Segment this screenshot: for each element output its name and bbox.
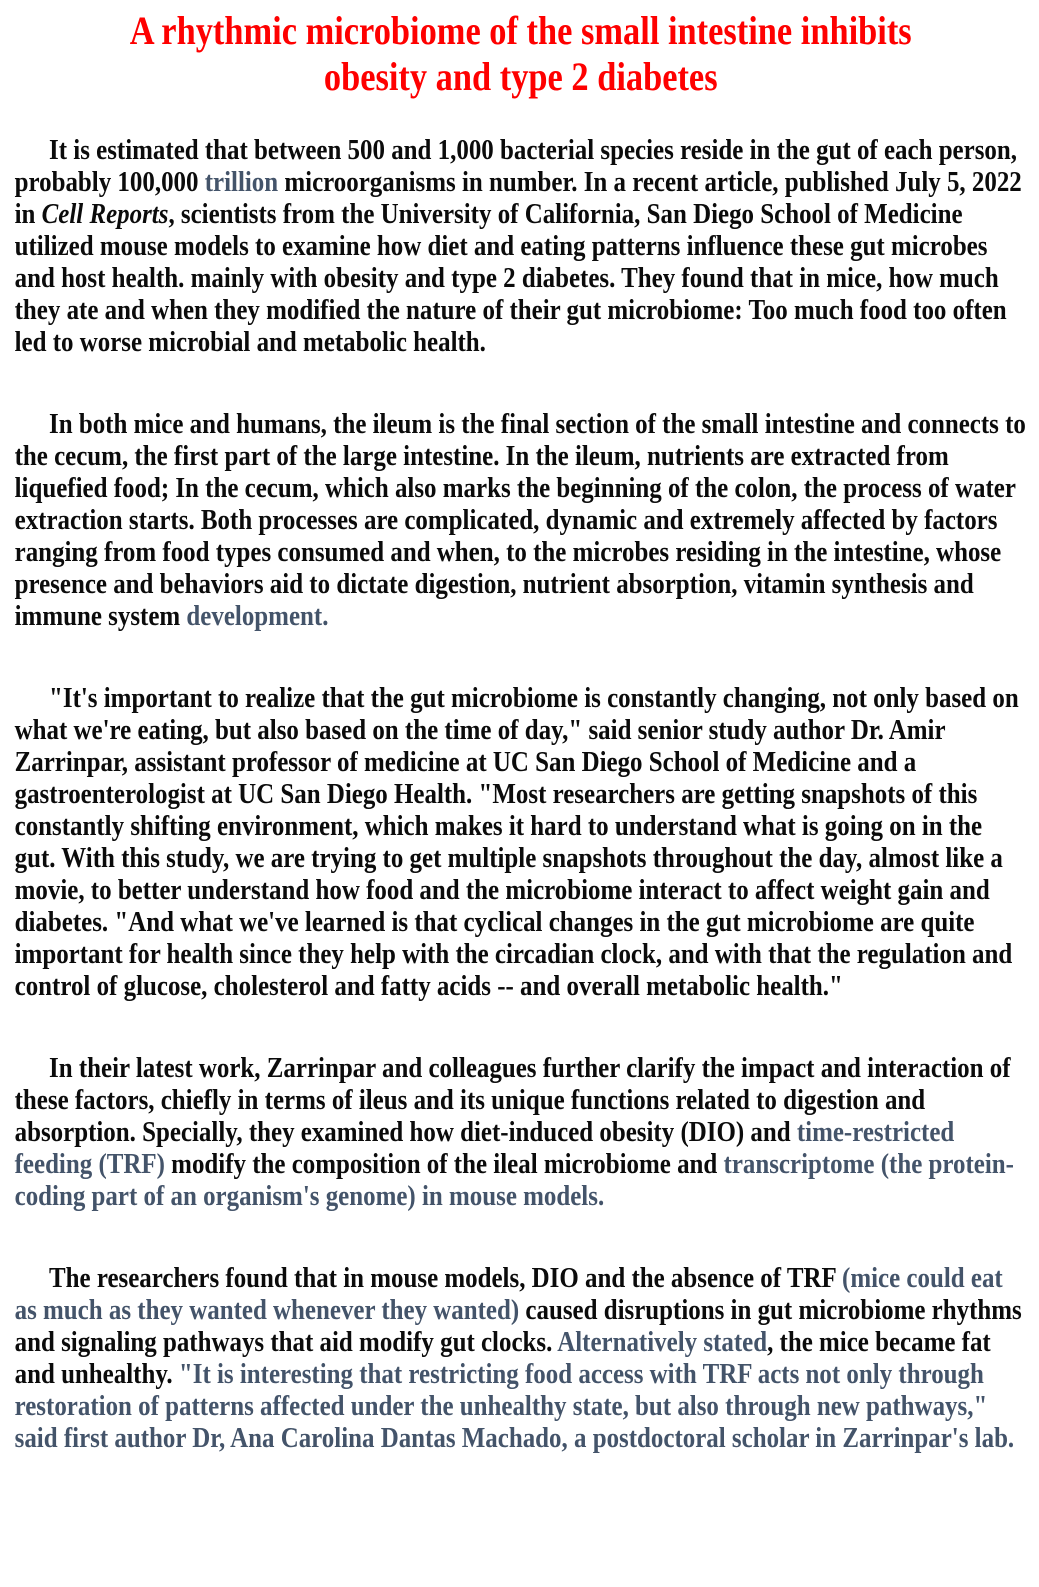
- text-run: The researchers found that in mouse models, DIO and the absence of TRF: [49, 1262, 843, 1294]
- text-run-gray: development.: [186, 600, 329, 632]
- text-run-gray: Alternatively stated: [557, 1326, 768, 1358]
- text-run: It is estimated that between 500 and 1,000 bacterial species reside in the gut of each person, probably 100,000: [14, 134, 1017, 198]
- text-run-gray: "It is interesting that restricting food access with TRF acts not only through restoration of patterns affected under the unhealthy state, but also through new pathways," said first author Dr, Ana Carolina Dantas Machado, a postdoctoral scholar in Zarrinpar's lab.: [14, 1358, 1015, 1454]
- text-run: In both mice and humans, the ileum is the final section of the small intestine and connects to the cecum, the first part of the large intestine. In the ileum, nutrients are extracted from liquefied food; In the cecum, which also marks the beginning of the colon, the process of water extraction starts. Both processes are complicated, dynamic and extremely affected by factors ranging from food types consumed and when, to the microbes residing in the intestine, whose presence and behaviors aid to dictate digestion, nutrient absorption, vitamin synthesis and immune system: [14, 408, 1026, 632]
- text-run: In their latest work, Zarrinpar and colleagues further clarify the impact and interaction of these factors, chiefly in terms of ileus and its unique functions related to digestion and absorption. Specially, they examined how diet-induced obesity (DIO) and: [14, 1052, 1011, 1148]
- text-run: modify the composition of the ileal microbiome and: [164, 1148, 724, 1180]
- text-run-gray: (mice could eat as much as they wanted whenever they wanted): [14, 1262, 1003, 1326]
- text-run-gray: trillion: [204, 166, 279, 198]
- text-run: microorganisms in number. In a recent article, published July 5, 2022 in: [14, 166, 1022, 230]
- article-body: [15, 134, 1027, 1454]
- title-line-2: obesity and type 2 diabetes: [323, 54, 718, 99]
- text-run-gray: time-restricted feeding (TRF): [14, 1116, 955, 1180]
- paragraph: [15, 682, 1027, 1002]
- paragraph: [15, 1052, 1027, 1212]
- text-run-gray: transcriptome (the protein-coding part of an organism's genome) in mouse models.: [14, 1148, 1014, 1212]
- text-run: , scientists from the University of California, San Diego School of Medicine utilized mouse models to examine how diet and eating patterns influence these gut microbes and host health. mainly with obesity and type 2 diabetes. They found that in mice, how much they ate and when they modified the nature of their gut microbiome: Too much food too often led to worse microbial and metabolic health.: [14, 198, 1007, 358]
- page-title: [15, 8, 1027, 100]
- text-run: , the mice became fat and unhealthy.: [14, 1326, 991, 1390]
- text-run: caused disruptions in gut microbiome rhythms and signaling pathways that aid modify gut clocks.: [14, 1294, 1022, 1358]
- paragraph: [15, 408, 1027, 632]
- title-line-1: A rhythmic microbiome of the small intestine inhibits: [129, 8, 912, 53]
- paragraph: [15, 1262, 1027, 1454]
- paragraph: [15, 134, 1027, 358]
- text-run-italic: Cell Reports: [41, 198, 169, 230]
- text-run: "It's important to realize that the gut microbiome is constantly changing, not only based on what we're eating, but also based on the time of day," said senior study author Dr. Amir Zarrinpar, assistant professor of medicine at UC San Diego School of Medicine and a gastroenterologist at UC San Diego Health. "Most researchers are getting snapshots of this constantly shifting environment, which makes it hard to understand what is going on in the gut. With this study, we are trying to get multiple snapshots throughout the day, almost like a movie, to better understand how food and the microbiome interact to affect weight gain and diabetes. "And what we've learned is that cyclical changes in the gut microbiome are quite important for health since they help with the circadian clock, and with that the regulation and control of glucose, cholesterol and fatty acids -- and overall metabolic health.": [14, 682, 1019, 1002]
